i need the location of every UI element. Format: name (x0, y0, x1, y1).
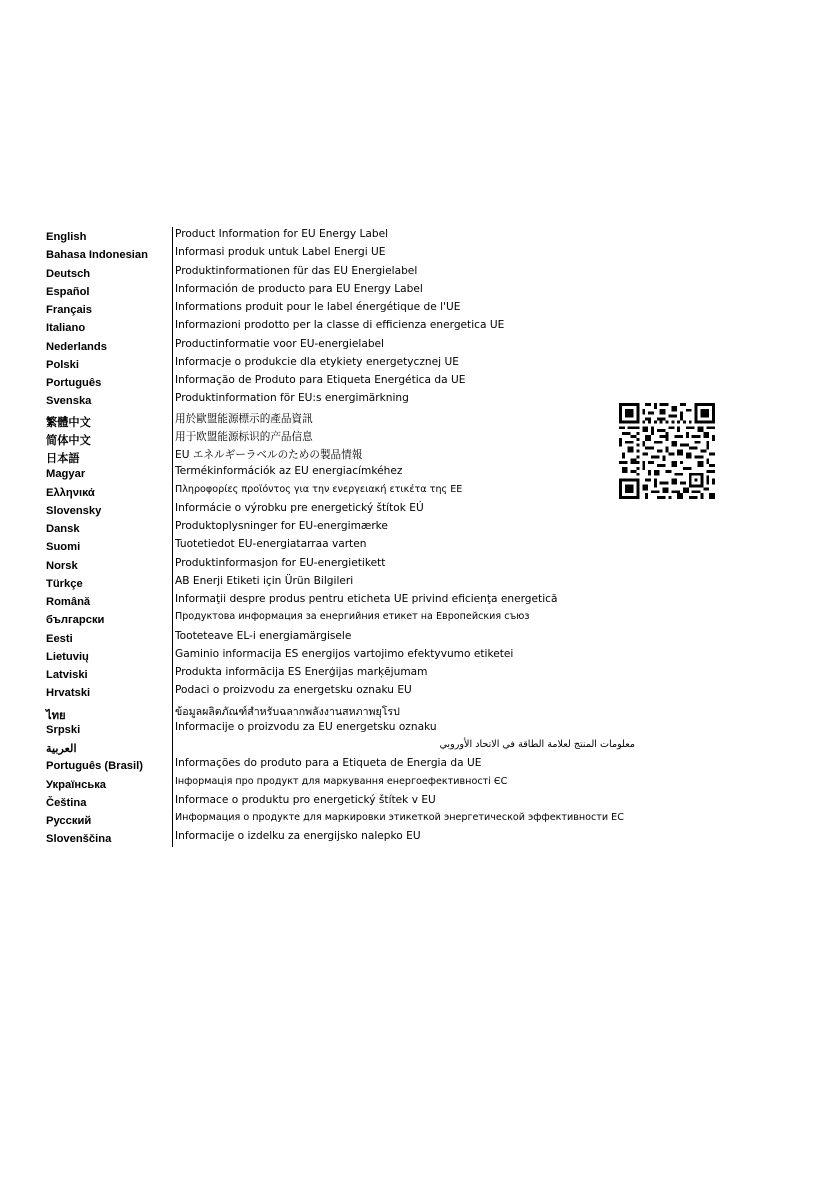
language-name: ไทย (46, 709, 66, 722)
language-name: Polski (46, 358, 79, 371)
label-text: Product Information for EU Energy Label (175, 228, 389, 240)
language-name: Deutsch (46, 267, 91, 280)
label-text: معلومات المنتج لعلامة الطاقة في الاتحاد الأوروبي (439, 739, 635, 750)
language-row (46, 537, 646, 555)
language-row (46, 245, 646, 263)
language-row (46, 793, 646, 811)
language-row (46, 464, 646, 482)
label-text: Informations produit pour le label énergétique de l'UE (175, 301, 461, 313)
language-row (46, 318, 646, 336)
language-name: Português (Brasil) (46, 760, 143, 773)
label-text: Informacije o izdelku za energijsko nalepko EU (175, 830, 421, 843)
label-text: Termékinformációk az EU energiacímkéhez (175, 465, 403, 478)
label-text: Produkta informācija ES Enerģijas marķējumam (175, 666, 428, 678)
language-name: Türkçe (46, 577, 83, 590)
language-name: Ελληνικά (46, 486, 95, 499)
label-text: 用於歐盟能源標示的產品資訊 (175, 412, 313, 425)
label-text: EU エネルギーラベルのための製品情報 (175, 449, 363, 461)
label-text: Tuotetiedot EU-energiatarraa varten (175, 538, 367, 551)
language-table (46, 227, 646, 848)
language-row (46, 574, 646, 592)
language-row (46, 829, 646, 847)
label-text: Tooteteave EL-i energiamärgisele (175, 629, 352, 642)
language-row (46, 519, 646, 537)
label-text: Produktoplysninger for EU-energimærke (175, 520, 388, 532)
language-name: Română (46, 596, 91, 608)
label-text: Informacje o produkcie dla etykiety energetycznej UE (175, 355, 459, 368)
language-name: Español (46, 285, 90, 298)
language-row (46, 428, 646, 446)
label-text: AB Enerji Etiketi için Ürün Bilgileri (175, 574, 354, 587)
language-name: Srpski (46, 723, 81, 736)
language-name: 日本語 (46, 453, 80, 465)
language-row (46, 391, 646, 409)
language-name: Slovensky (46, 504, 102, 517)
label-text: Informácie o výrobku pre energetický štítok EÚ (175, 501, 424, 514)
language-row (46, 647, 646, 665)
language-name: Dansk (46, 523, 80, 535)
language-row (46, 720, 646, 738)
label-text: Produktinformationen für das EU Energielabel (175, 264, 418, 277)
label-text: Informaţii despre produs pentru eticheta UE privind eficienţa energetică (175, 593, 558, 605)
label-text: Informasi produk untuk Label Energi UE (175, 246, 386, 259)
language-row (46, 556, 646, 574)
language-row (46, 410, 646, 428)
language-row (46, 756, 646, 774)
language-name: Svenska (46, 395, 92, 408)
language-name: 简体中文 (46, 434, 91, 447)
language-row (46, 373, 646, 391)
language-name: Português (46, 377, 102, 389)
language-row (46, 738, 646, 756)
label-text: Informacije o proizvodu za EU energetsku oznaku (175, 720, 437, 733)
label-text: Podaci o proizvodu za energetsku oznaku EU (175, 684, 412, 697)
language-name: Hrvatski (46, 687, 91, 700)
language-name: Русский (46, 815, 92, 827)
label-text: Informazioni prodotto per la classe di efficienza energetica UE (175, 319, 505, 332)
language-row (46, 501, 646, 519)
label-text: Πληροφορίες προϊόντος για την ενεργειακή ετικέτα της ΕΕ (175, 483, 463, 495)
language-row (46, 592, 646, 610)
language-name: Slovenščina (46, 833, 112, 846)
language-row (46, 300, 646, 318)
language-row (46, 264, 646, 282)
label-text: Informações do produto para a Etiqueta de Energia da UE (175, 757, 482, 770)
qr-code-icon (619, 403, 715, 499)
language-row (46, 683, 646, 701)
label-text: Produktinformasjon for EU-energietikett (175, 556, 386, 569)
language-name: Magyar (46, 468, 86, 481)
language-name: Čeština (46, 796, 87, 809)
language-name: Eesti (46, 632, 73, 645)
language-row (46, 355, 646, 373)
language-name: Français (46, 304, 93, 316)
language-name: Українська (46, 778, 107, 791)
label-text: Informação de Produto para Etiqueta Energética da UE (175, 374, 466, 386)
language-name: English (46, 231, 87, 243)
language-name: Lietuvių (46, 650, 89, 663)
language-name: Italiano (46, 322, 86, 335)
label-text: Información de producto para EU Energy Label (175, 282, 423, 295)
label-text: Продуктова информация за енергийния етикет на Европейския съюз (175, 611, 530, 623)
label-text: Produktinformation för EU:s energimärkning (175, 392, 409, 405)
language-row (46, 610, 646, 628)
label-text: Інформація про продукт для маркування енергоефективності ЄС (175, 775, 508, 787)
language-name: Norsk (46, 559, 78, 572)
language-row (46, 337, 646, 355)
language-row (46, 629, 646, 647)
language-row (46, 282, 646, 300)
label-text: Informace o produktu pro energetický štítek v EU (175, 793, 436, 806)
label-text: 用于欧盟能源标识的产品信息 (175, 430, 313, 443)
language-row (46, 446, 646, 464)
label-text: Информация о продукте для маркировки этикеткой энергетической эффективности ЕС (175, 812, 624, 823)
language-name: Nederlands (46, 340, 107, 353)
language-row (46, 811, 646, 829)
language-name: български (46, 614, 105, 627)
label-text: ข้อมูลผลิตภัณฑ์สำหรับฉลากพลังงานสหภาพยุโรป (175, 705, 400, 718)
language-name: Bahasa Indonesian (46, 249, 148, 262)
language-row (46, 665, 646, 683)
language-row (46, 483, 646, 501)
language-name: 繁體中文 (46, 416, 91, 429)
language-row (46, 227, 646, 245)
language-name: العربية (46, 743, 77, 755)
label-text: Gaminio informacija ES energijos vartojimo efektyvumo etiketei (175, 647, 514, 660)
language-name: Suomi (46, 541, 81, 554)
language-row (46, 775, 646, 793)
label-text: Productinformatie voor EU-energielabel (175, 337, 385, 350)
language-row (46, 702, 646, 720)
language-name: Latviski (46, 669, 88, 681)
